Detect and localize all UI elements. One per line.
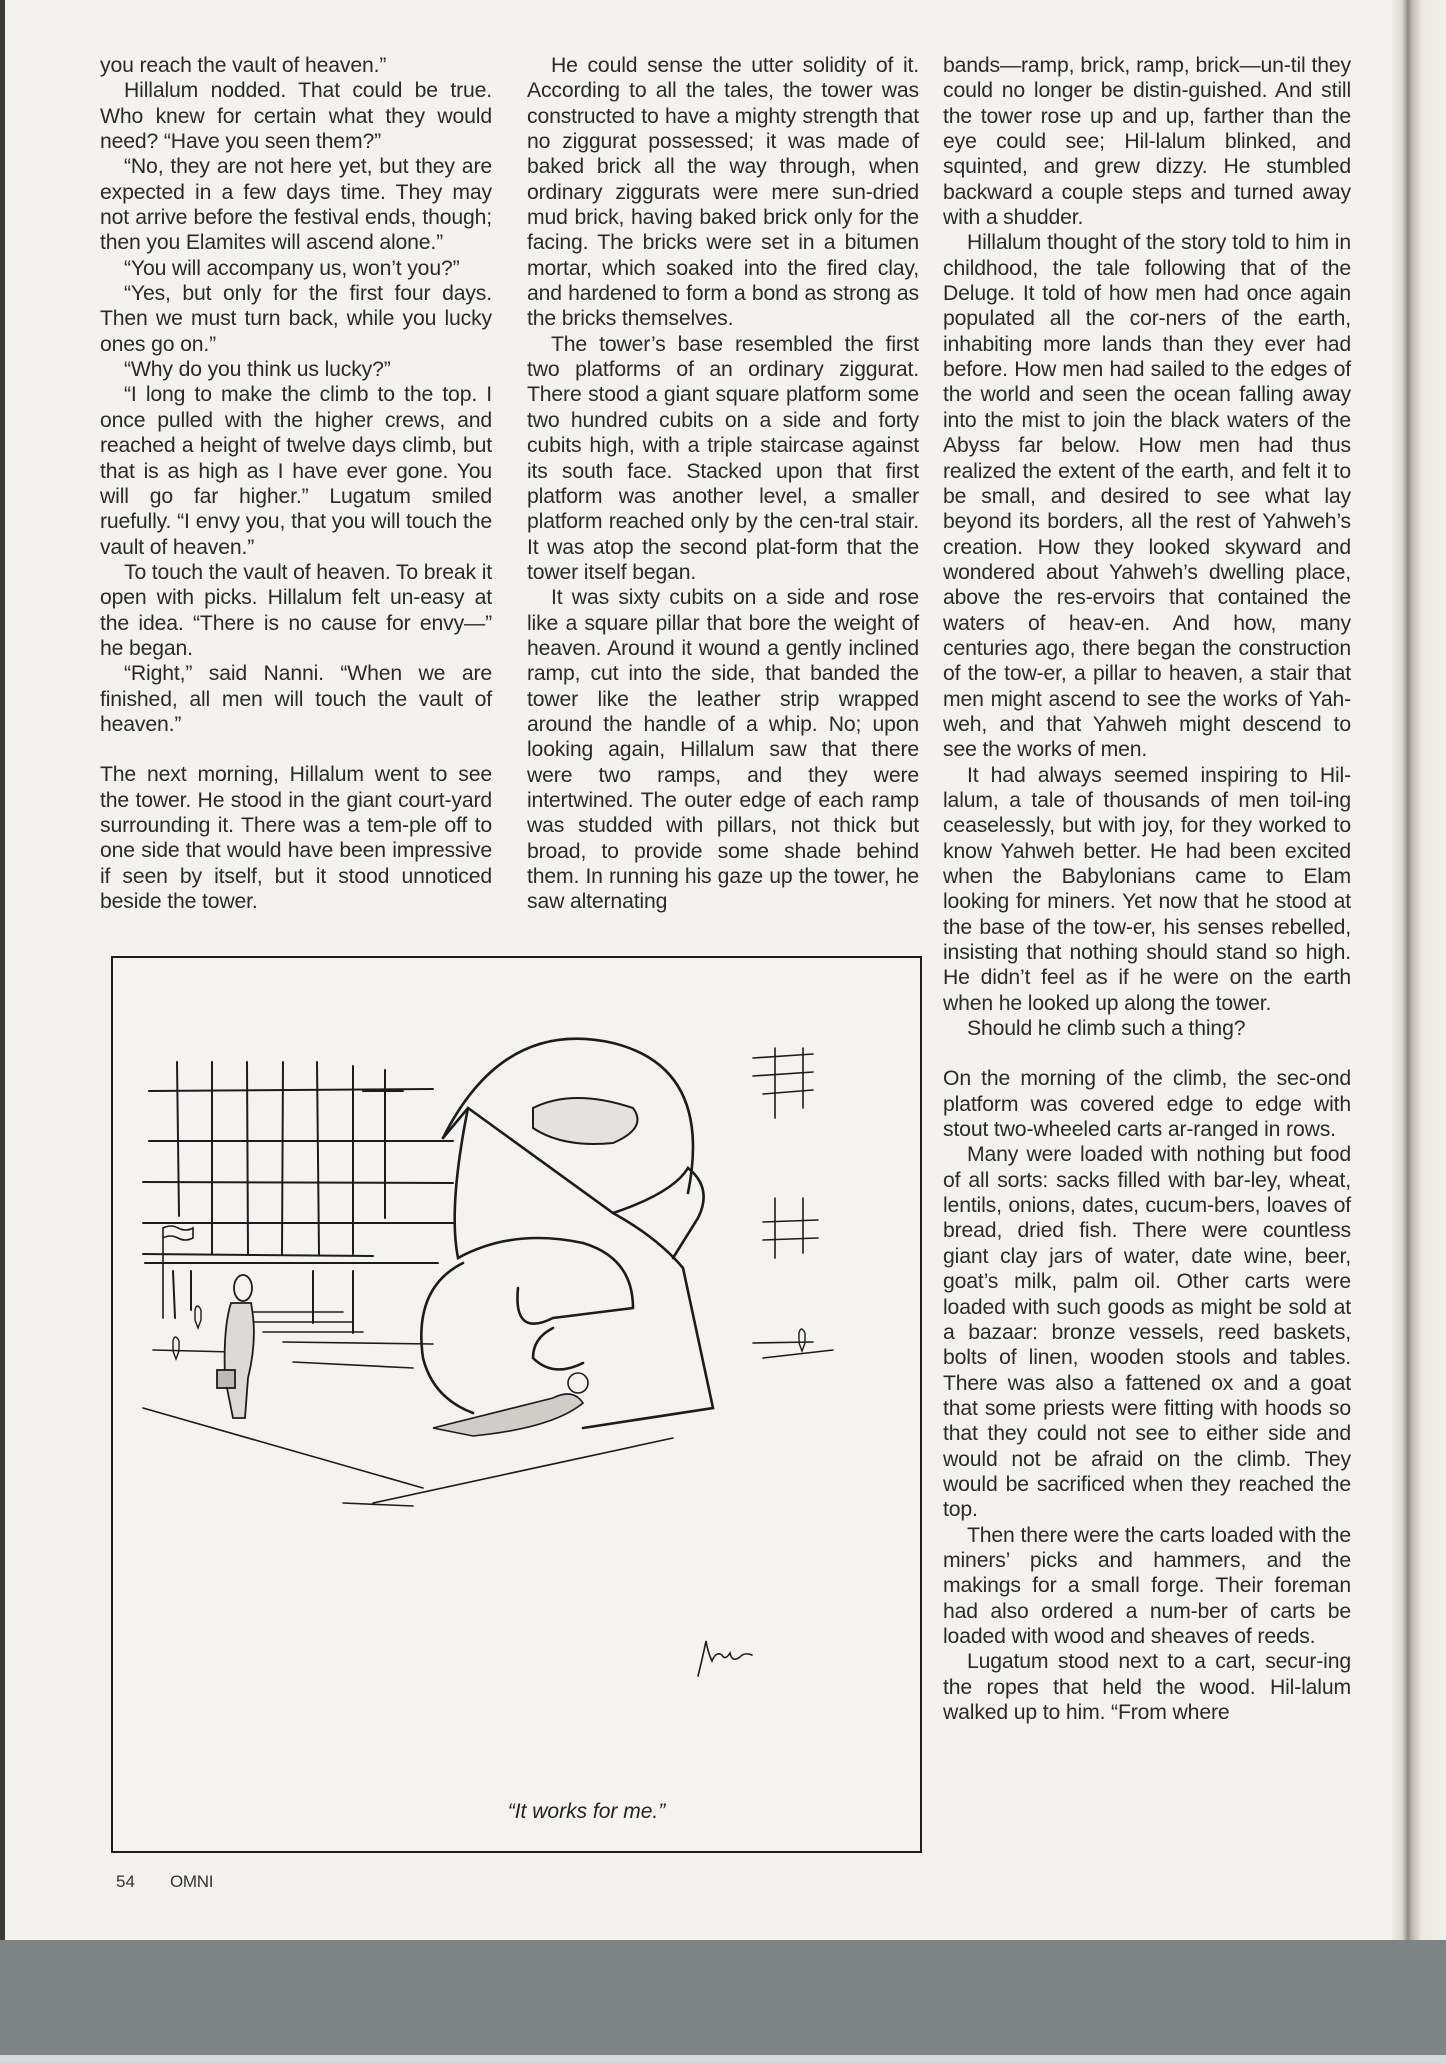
flagpole — [163, 1226, 193, 1318]
sculpture — [421, 1039, 713, 1428]
scanner-background — [0, 1940, 1446, 2063]
paragraph: you reach the vault of heaven.” — [100, 54, 387, 77]
paragraph: It had always seemed inspiring to Hil-lalum, a tale of thousands of men toil-ing ceaselessly, but with joy, for they worked to know Yahweh better. He had been excited when the Babylonians came to Elam looking for miners. Yet now that he stood at the base of the tow-er, his senses rebelled, insisting that nothing should stand so high. He didn’t feel as if he were on the earth when he looked up along the tower. — [943, 763, 1351, 1015]
page-gutter — [1392, 0, 1446, 1940]
paragraph: Lugatum stood next to a cart, secur-ing the ropes that held the wood. Hil-lalum walked up to him. “From where — [943, 1650, 1351, 1724]
signature-scribble — [698, 1641, 752, 1676]
paragraph: Hillalum nodded. That could be true. Who knew for certain what they would need? “Have you seen them?” — [100, 79, 492, 154]
cartoon-caption: “It works for me.” — [507, 1800, 666, 1823]
section-paragraph: The next morning, Hillalum went to see the tower. He stood in the giant court-yard surrounding it. There was a tem-ple off to one side that would have been impressive if seen by itself, but it stood unnoticed beside the tower. — [100, 763, 492, 913]
text-column-2 — [527, 53, 919, 915]
paragraph: Then there were the carts loaded with the miners’ picks and hammers, and the makings for a small forge. Their foreman had also ordered a num-ber of carts be loaded with wood and sheaves of reeds. — [943, 1523, 1351, 1648]
paragraph: Many were loaded with nothing but food of all sorts: sacks filled with bar-ley, wheat, lentils, onions, dates, cucum-bers, loaves of bread, dried fish. There were countless giant clay jars of water, date wine, beer, goat’s milk, palm oil. Other carts were loaded with such goods as might be sold at a bazaar: bronze vessels, reed baskets, bolts of linen, wooden stools and tables. There was also a fattened ox and a goat that some priests were fitting with hoods so that they could not see to either side and would not be afraid on the climb. They would be sacrificed when they reached the top. — [943, 1143, 1351, 1522]
paragraph: “Yes, but only for the first four days. Then we must turn back, while you lucky ones go on.” — [100, 282, 492, 356]
paragraph: “I long to make the climb to the top. I once pulled with the higher crews, and reached a height of twelve days climb, but that is as high as I have ever gone. You will go far higher.” Lugatum smiled ruefully. “I envy you, that you will touch the vault of heaven.” — [100, 383, 492, 559]
building-grid — [143, 1062, 453, 1333]
scanner-edge — [0, 2055, 1446, 2063]
paragraph: Should he climb such a thing? — [967, 1017, 1246, 1041]
cartoon-frame — [111, 956, 922, 1853]
paragraph: Hillalum thought of the story told to him in childhood, the tale following that of the Deluge. It told of how men had once again populated all the cor-ners of the earth, inhabiting more lands than they ever had before. How men had sailed to the edges of the world and seen the ocean falling away into the mist to join the black waters of the Abyss far below. How men had thus realized the extent of the earth, and felt it to be small, and desired to see what lay beyond its borders, all the rest of Yahweh’s creation. How they looked skyward and wondered about Yahweh’s dwelling place, above the res-ervoirs that contained the waters of heav-en. And how, many centuries ago, there began the construction of the tow-er, a pillar to heaven, a stair that men might ascend to see the works of Yah-weh, and that Yahweh might descend to see the works of men. — [943, 231, 1351, 762]
paragraph: “Why do you think us lucky?” — [124, 358, 391, 382]
scan-edge — [0, 0, 5, 1940]
magazine-name: OMNI — [170, 1872, 214, 1891]
cartoon-illustration — [113, 958, 920, 1851]
paragraph: “Right,” said Nanni. “When we are finished, all men will touch the vault of heaven.” — [100, 662, 492, 736]
paragraph: “You will accompany us, won’t you?” — [124, 256, 460, 280]
page-number: 54 — [116, 1872, 135, 1891]
paragraph: “No, they are not here yet, but they are expected in a few days time. They may not arrive before the festival ends, though; then you Elamites will ascend alone.” — [100, 155, 492, 255]
paragraph: It was sixty cubits on a side and rose like a square pillar that bore the weight of heaven. Around it wound a gently inclined ramp, cut into the side, that banded the tower like the leather strip wrapped around the handle of a whip. No; upon looking again, Hillalum saw that there were two ramps, and they were intertwined. The outer edge of each ramp was studded with pillars, not thick but broad, to provide some shade behind them. In running his gaze up the tower, he saw alternating — [527, 586, 919, 914]
businessman — [217, 1275, 254, 1418]
text-column-3 — [943, 53, 1351, 1725]
paragraph: The tower’s base resembled the first two platforms of an ordinary ziggurat. There stood a giant square platform some two hundred cubits on a side and forty cubits high, with a triple staircase against its south face. Stacked upon that first platform was another level, a smaller platform reached only by the cen-tral stair. It was atop the second plat-form that the tower itself began. — [527, 332, 919, 584]
paragraph: To touch the vault of heaven. To break it open with picks. Hillalum felt un-easy at the idea. “There is no cause for envy—” he began. — [100, 560, 493, 660]
section-paragraph: On the morning of the climb, the sec-ond platform was covered edge to edge with stout two-wheeled carts ar-ranged in rows. — [943, 1067, 1351, 1142]
right-building-grid — [753, 1048, 818, 1258]
paragraph: bands—ramp, brick, ramp, brick—un-til they could no longer be distin-guished. And still the tower rose up and up, farther than the eye could see; Hil-lalum blinked, and squinted, and grew dizzy. He stumbled backward a couple steps and turned away with a shudder. — [943, 54, 1351, 230]
paragraph: He could sense the utter solidity of it. According to all the tales, the tower was constructed to have a mighty strength that no ziggurat possessed; it was made of baked brick all the way through, when ordinary ziggurats were mere sun-dried mud brick, having baked brick only for the facing. The bricks were set in a bitumen mortar, which soaked into the fired clay, and hardened to form a bond as strong as the bricks themselves. — [527, 54, 919, 331]
text-column-1 — [100, 53, 492, 914]
